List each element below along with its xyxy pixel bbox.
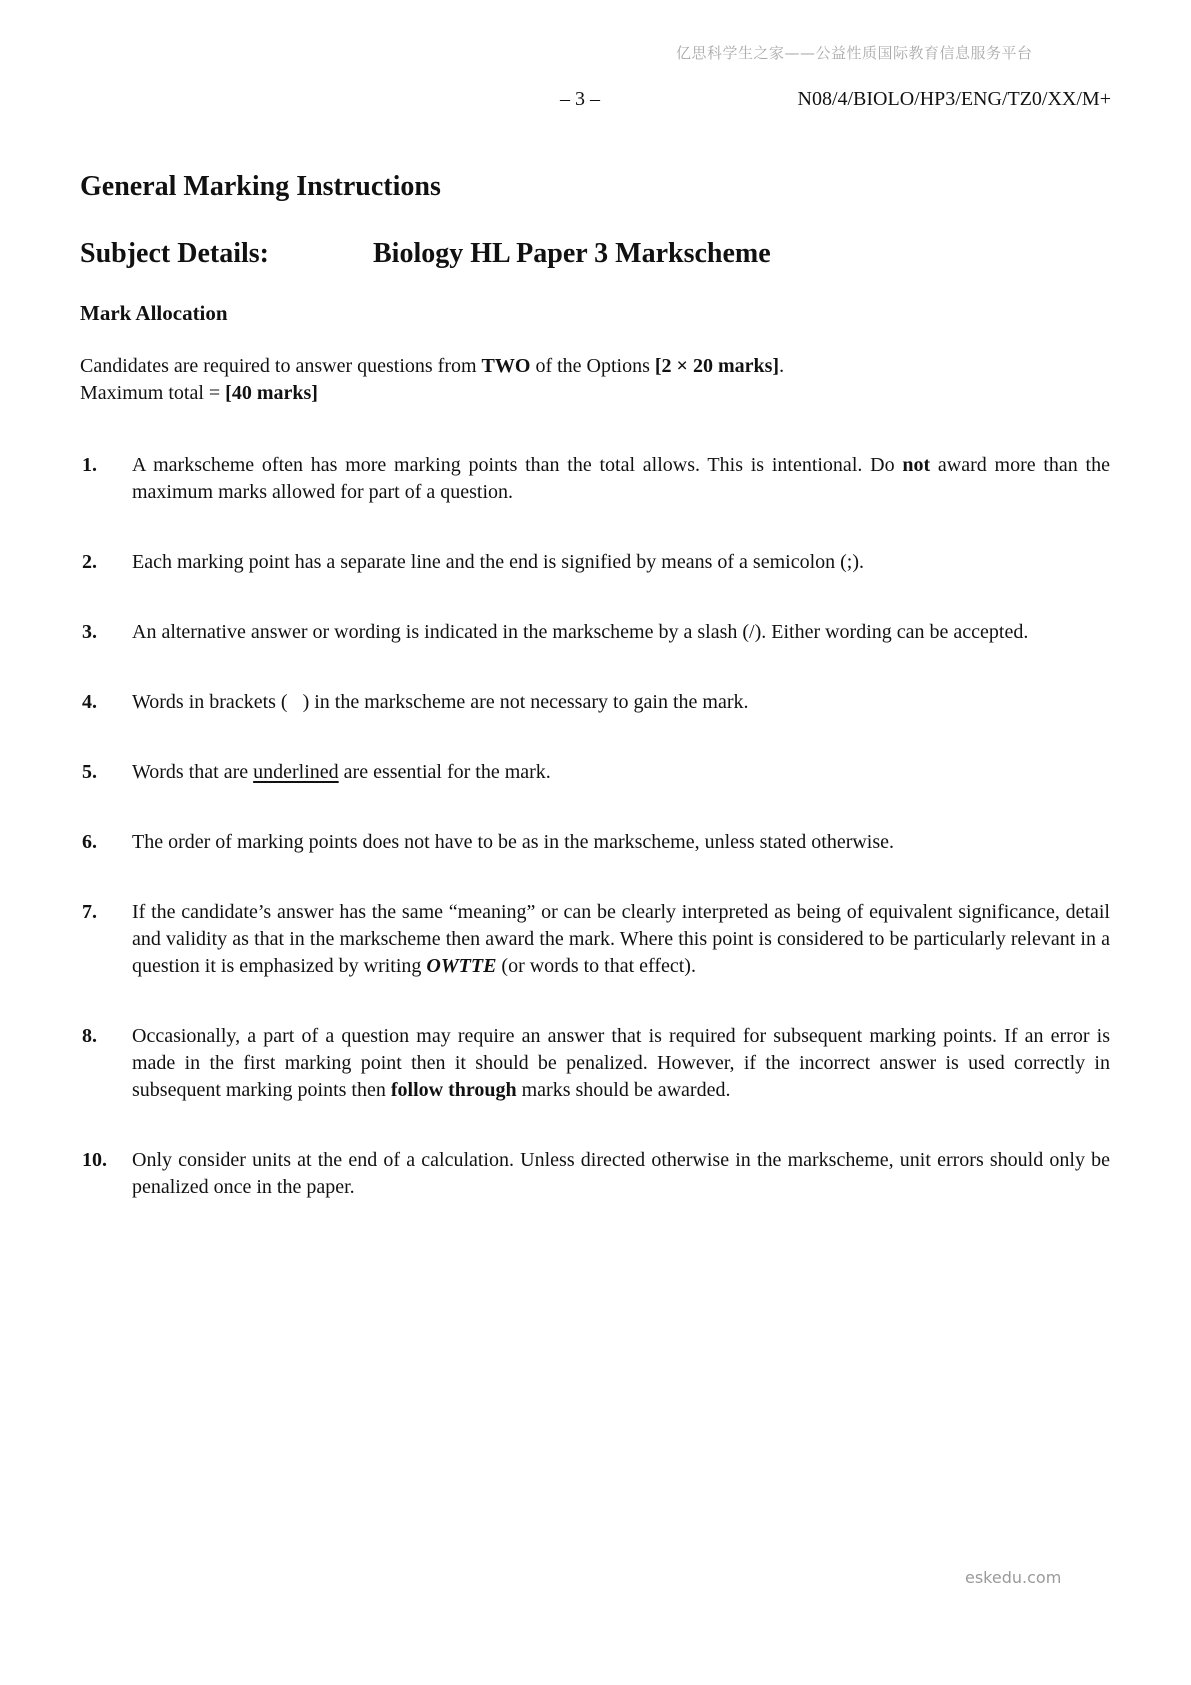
instruction-bold-segment: follow through <box>390 1079 517 1101</box>
instruction-number: 6. <box>82 831 97 853</box>
instruction-text: Only consider units at the end of a calculation. Unless directed otherwise in the markscheme, unit errors should only be penalized once in the paper. <box>132 1149 1110 1198</box>
instruction-segment: award more than the maximum marks allowed for part of a question. <box>132 454 1110 503</box>
instruction-item-5 <box>80 759 1110 786</box>
document-body <box>80 170 1110 1201</box>
instruction-number: 5. <box>82 761 97 783</box>
instruction-segment: are essential for the mark. <box>338 761 551 783</box>
instruction-segment: marks should be awarded. <box>516 1079 731 1101</box>
allocation-line-2 <box>80 380 1110 407</box>
allocation-bold-two: TWO <box>481 355 531 377</box>
instruction-item-10 <box>80 1147 1110 1201</box>
instruction-segment: Words that are <box>132 761 254 783</box>
instruction-text: An alternative answer or wording is indicated in the markscheme by a slash (/). Either wording can be accepted. <box>132 621 1029 643</box>
instruction-number: 7. <box>82 901 97 923</box>
instruction-number: 8. <box>82 1025 97 1047</box>
instruction-text <box>132 759 1110 786</box>
subject-details-value: Biology HL Paper 3 Markscheme <box>373 238 771 269</box>
instruction-item-7 <box>80 899 1110 980</box>
allocation-bold-marks: [2 × 20 marks] <box>654 355 780 377</box>
instruction-list <box>80 452 1110 1201</box>
instruction-segment: A markscheme often has more marking points than the total allows. This is intentional. Do <box>132 454 903 476</box>
instruction-bold-segment: not <box>902 454 931 476</box>
subject-details-row <box>80 237 1110 271</box>
instruction-item-4 <box>80 689 1110 716</box>
instruction-number: 3. <box>82 621 97 643</box>
header-page-number: – 3 – <box>560 88 600 110</box>
allocation-text: . <box>779 355 785 377</box>
instruction-segment: If the candidate’s answer has the same “meaning” or can be clearly interpreted as being of equivalent significance, detail and validity as that in the markscheme then award the mark. Where this point is considered to be particularly relevant in a question it is emphasized by writing <box>132 901 1110 977</box>
instruction-number: 2. <box>82 551 97 573</box>
allocation-bold-total: [40 marks] <box>225 382 318 404</box>
instruction-item-8 <box>80 1023 1110 1104</box>
instruction-text <box>132 1023 1110 1104</box>
instruction-bold-italic-segment: OWTTE <box>426 955 497 977</box>
allocation-text: of the Options <box>530 355 655 377</box>
page-title: General Marking Instructions <box>80 171 441 202</box>
allocation-paragraph <box>80 353 1110 407</box>
instruction-item-1 <box>80 452 1110 506</box>
header-paper-code: N08/4/BIOLO/HP3/ENG/TZ0/XX/M+ <box>797 88 1111 110</box>
instruction-text: The order of marking points does not have to be as in the markscheme, unless stated otherwise. <box>132 831 895 853</box>
instruction-item-2 <box>80 549 1110 576</box>
allocation-line-1 <box>80 353 1110 380</box>
instruction-item-3 <box>80 619 1110 646</box>
instruction-segment: Occasionally, a part of a question may require an answer that is required for subsequent marking points. If an error is made in the first marking point then it should be penalized. However, if the incorrect answer is used correctly in subsequent marking points then <box>132 1025 1110 1101</box>
mark-allocation-heading: Mark Allocation <box>80 301 228 325</box>
instruction-segment: (or words to that effect). <box>496 955 696 977</box>
instruction-underlined-segment: underlined <box>253 761 339 783</box>
instruction-text <box>132 452 1110 506</box>
allocation-text: Candidates are required to answer questions from <box>80 355 482 377</box>
instruction-text: Each marking point has a separate line and the end is signified by means of a semicolon (;). <box>132 551 865 573</box>
watermark-bottom-text: eskedu.com <box>965 1568 1062 1587</box>
instruction-number: 4. <box>82 691 97 713</box>
instruction-number: 1. <box>82 454 97 476</box>
instruction-item-6 <box>80 829 1110 856</box>
watermark-top-text: 亿思科学生之家——公益性质国际教育信息服务平台 <box>676 44 1033 62</box>
subject-details-label: Subject Details: <box>80 238 269 269</box>
instruction-number: 10. <box>82 1149 107 1171</box>
instruction-text <box>132 899 1110 980</box>
allocation-text: Maximum total = <box>80 382 226 404</box>
instruction-text: Words in brackets ( ) in the markscheme are not necessary to gain the mark. <box>132 691 749 713</box>
